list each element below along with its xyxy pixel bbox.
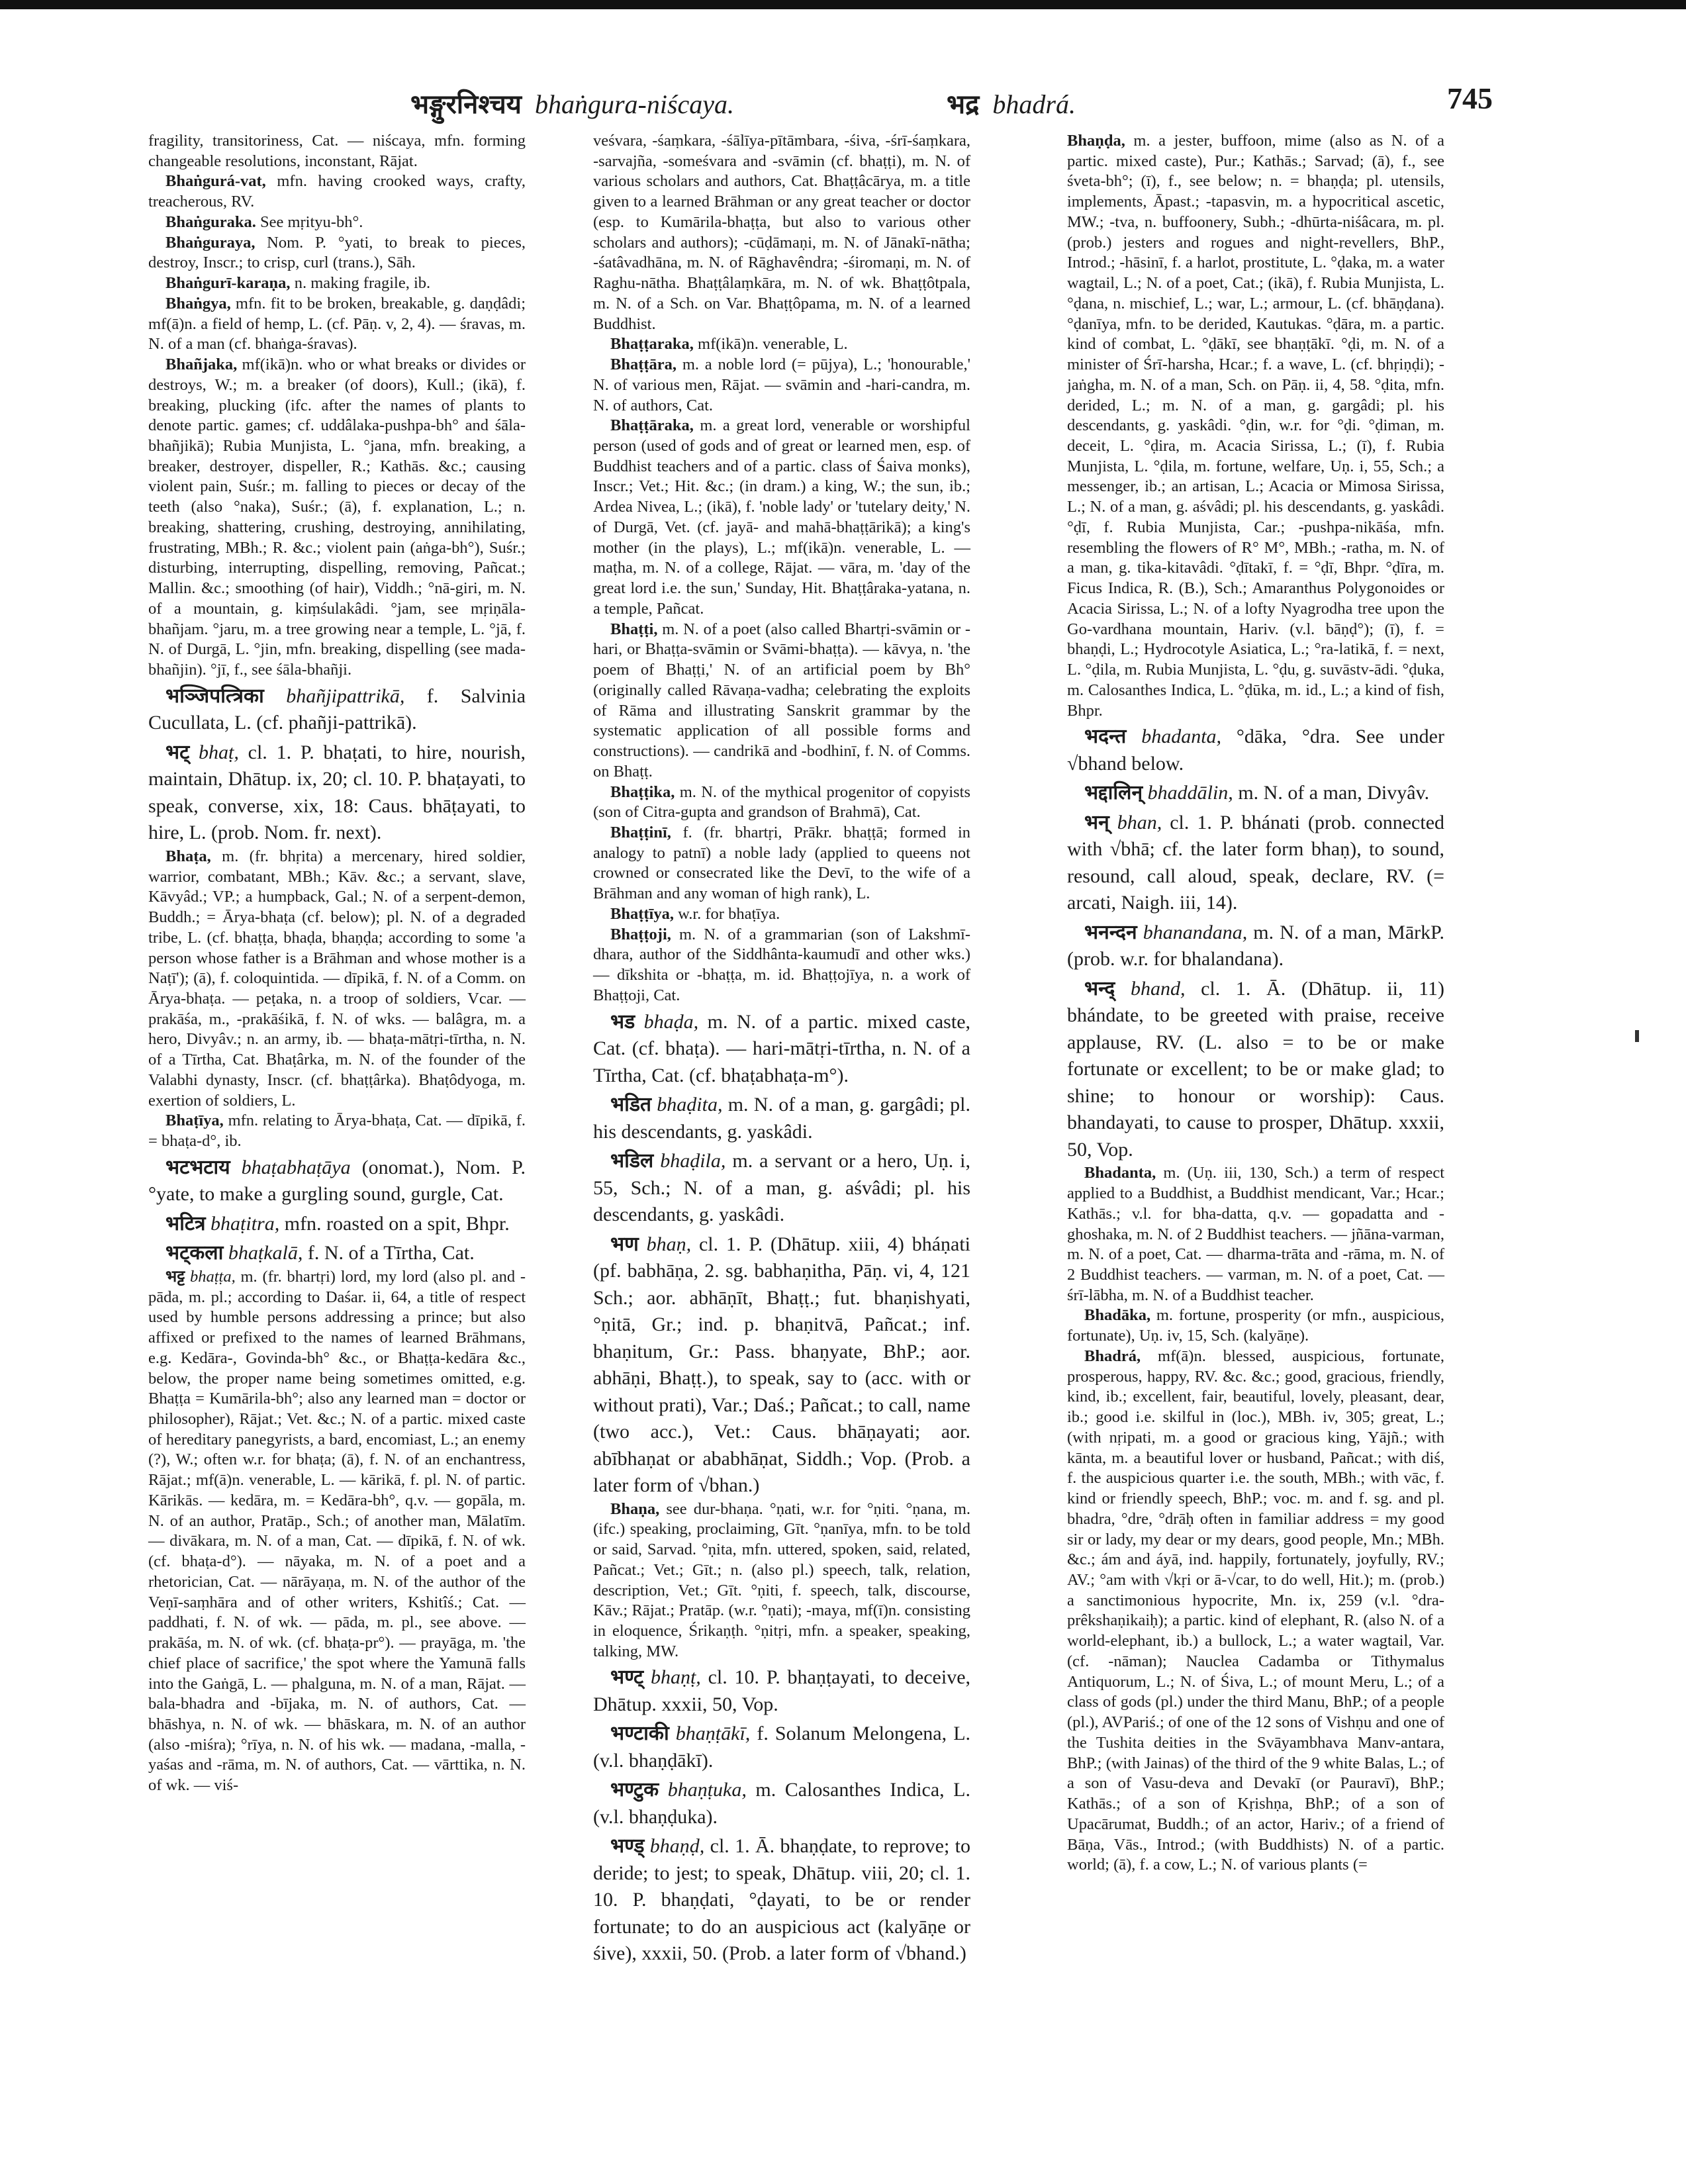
dictionary-entry bbox=[1067, 1163, 1444, 1306]
running-head-left-devanagari: भङ्गुरनिश्चय bbox=[410, 89, 522, 119]
entry-headword: bhaṭṭa, bbox=[189, 1267, 236, 1286]
entry-definition: m. N. of a man, MārkP. (prob. w.r. for bhalandana). bbox=[1067, 921, 1445, 971]
dictionary-entry bbox=[148, 683, 526, 737]
entry-devanagari: भण्टुक bbox=[610, 1779, 659, 1801]
entry-devanagari: भनन्दन bbox=[1084, 921, 1137, 943]
entry-headword: bhaddālin, bbox=[1147, 782, 1233, 804]
entry-definition: m. fortune, prosperity (or mfn., auspicious, fortunate), Uṇ. iv, 15, Sch. (kalyāṇe). bbox=[1067, 1306, 1445, 1345]
dictionary-entry bbox=[593, 1231, 970, 1499]
entry-definition: m. (fr. bhṛita) a mercenary, hired soldier, warrior, combatant, MBh.; Kāv. &c.; a servant, slave, Kāvyâd.; VP.; a humpback, Gal.; N. of a serpent-demon, Buddh.; = Ārya-bhaṭa (cf. below); pl. N. of a degraded tribe, L. (cf. bhaṭṭa, bhaḍa, bhaṇḍa; according to some 'a person whose father is a Brāhman and whose mother is a Naṭī'); (ā), f. coloquintida. — dīpikā, f. N. of a Comm. on Ārya-bhaṭa. — peṭaka, n. a troop of soldiers, Vcar. — prakāśa, m., -prakāśikā, f. N. of wks. — balâgra, m. a hero, Divyâv.; n. an army, ib. — bhaṭa-mātṛi-tīrtha, n. N. of a Tīrtha, Cat. Bhaṭârka, m. N. of the founder of the Valabhi dynasty, Inscr. (cf. bhaṭṭârka). Bhaṭôdyoga, m. exertion of soldiers, L. bbox=[148, 847, 526, 1110]
dictionary-entry bbox=[1067, 1306, 1444, 1346]
entry-headword: Bhaṅgurī-karaṇa, bbox=[165, 274, 291, 293]
entry-devanagari: भट् bbox=[165, 741, 190, 763]
entry-definition: mfn. fit to be broken, breakable, g. daṇḍâdi; mf(ā)n. a field of hemp, L. (cf. Pāṇ. v, 2, 4). — śravas, m. N. of a man (cf. bhaṅga-śravas). bbox=[148, 294, 526, 354]
entry-definition: m. N. of a partic. mixed caste, Cat. (cf. bhaṭa). — hari-mātṛi-tīrtha, n. N. of a Tīrtha, Cat. (cf. bhaṭabhaṭa-m°). bbox=[593, 1010, 971, 1086]
entry-definition: see dur-bhaṇa. °ṇati, w.r. for °ṇiti. °ṇana, m. (ifc.) speaking, proclaiming, Gīt. °ṇanīya, mfn. to be told or said, Sarvad. °ṇita, mfn. uttered, spoken, said, related, Pañcat.; Vet.; Gīt.; n. (also pl.) speech, talk, relation, description, Vet.; Gīt. °ṇiti, f. speech, talk, discourse, Kāv.; Rājat.; Pratāp. (w.r. °ṇati); -maya, mf(ī)n. consisting in eloquence, Śrikaṇṭh. °ṇitṛi, mfn. a speaker, speaking, talking, MW. bbox=[593, 1499, 970, 1660]
entry-devanagari: भद्दालिन् bbox=[1084, 782, 1143, 804]
entry-definition: mf(ikā)n. who or what breaks or divides or destroys, W.; m. a breaker (of doors), Kull.; (ikā), f. breaking, plucking (ifc. after the names of plants to denote partic. games; cf. uddâlaka-pushpa-bh° and śāla-bhañjikā); Rubia Munjista, L. °jana, mfn. breaking, a breaker, destroyer, dispeller, R.; Kathās. &c.; causing violent pain, Suśr.; m. falling to pieces or decay of the teeth (also °naka), Suśr.; (ā), f. explanation, L.; n. breaking, shattering, crushing, destroying, annihilating, frustrating, MBh.; R. &c.; violent pain (aṅga-bh°), Suśr.; disturbing, interrupting, dispelling, removing, Pañcat.; Mallin. &c.; smoothing (of hair), Viddh.; °nā-giri, m. N. of a mountain, g. kiṃśulakâdi. °jam, see mṛiṇāla-bhañjam. °jaru, m. a tree growing near a temple, L. °jā, f. N. of Durgā, L. °jin, mfn. breaking, dispelling (see mada-bhañjin). °jī, f., see śāla-bhañji. bbox=[148, 356, 526, 679]
entry-devanagari: भट्कला bbox=[165, 1242, 224, 1264]
entry-headword: bhaṇṭākī, bbox=[675, 1723, 751, 1745]
dictionary-entry bbox=[148, 171, 526, 212]
entry-definition: cl. 1. Ā. bhaṇḍate, to reprove; to deride; to jest; to speak, Dhātup. viii, 20; cl. 1. 10. P. bhaṇḍati, °ḍayati, to be or render fortunate; to do an auspicious act (kalyāṇe or śive), xxxii, 50. (Prob. a later form of √bhand.) bbox=[593, 1835, 971, 1965]
entry-definition: m. N. of a man, g. gargâdi; pl. his descendants, g. yaskâdi. bbox=[593, 1094, 971, 1143]
entry-definition: m. (fr. bhartṛi) lord, my lord (also pl. and -pāda, m. pl.; according to Daśar. ii, 64, a title of respect used by humble persons addressing a prince; but also affixed or prefixed to the names of learned Brāhmans, e.g. Kedāra-, Govinda-bh° &c., or Bhaṭṭa-kedāra &c., below, the proper name being sometimes omitted, e.g. Bhaṭṭa = Kumārila-bh°; also any learned man = doctor or philosopher), Rājat.; Vet. &c.; N. of a partic. mixed caste of hereditary panegyrists, a bard, encomiast, L.; an enemy (?), W.; often w.r. for bhaṭa; (ā), f. N. of an enchantress, Rājat.; mf(ā)n. venerable, L. — kārikā, f. pl. N. of partic. Kārikās. — kedāra, m. = Kedāra-bh°, q.v. — gopāla, m. N. of an author, Pratāp., Sch.; of another man, Mālatīm. — divākara, m. N. of a man, Cat. — dīpikā, f. N. of wk. (cf. bhaṭa-d°). — nāyaka, m. N. of a poet and a rhetorician, Cat. — nārāyaṇa, m. N. of the author of the Veṇī-saṃhāra and of other writers, Kshitîś.; Cat. — paddhati, f. N. of wk. — pāda, m. pl., see above. — prakāśa, m. N. of wk. (cf. bhaṭa-pr°). — prayāga, m. 'the chief place of sacrifice,' the spot where the Yamunā falls into the Gaṅgā, L. — phalguna, m. N. of a man, Rājat. — bala-bhadra and -bījaka, m. N. of authors, Cat. — bhāshya, n. N. of wk. — bhāskara, m. N. of an author (also -miśra); °rīya, n. N. of his wk. — madana, -malla, -yaśas and -rāma, m. N. of authors, Cat. — vārttika, n. N. of wk. — viś- bbox=[148, 1267, 526, 1795]
entry-definition: m. a great lord, venerable or worshipful person (used of gods and of great or learned men, esp. of Buddhist teachers and of a partic. class of Śaiva monks), Inscr.; Vet.; Hit. &c.; (in dram.) a king, W.; the sun, ib.; Ardea Nivea, L.; (ikā), f. 'noble lady' or 'tutelary deity,' N. of Durgā, Vet. (cf. jayā- and mahā-bhaṭṭārikā); a king's mother (in the plays), L.; mf(ikā)n. venerable, L. — maṭha, m. N. of a college, Rājat. — vāra, m. 'day of the great lord i.e. the sun,' Sunday, Hit. Bhaṭṭâraka-yatana, n. a temple, Pañcat. bbox=[593, 416, 970, 618]
entry-devanagari: भट्ट bbox=[165, 1267, 185, 1286]
dictionary-entry bbox=[148, 847, 526, 1112]
entry-headword: bhan, bbox=[1117, 811, 1162, 833]
entry-devanagari: भड bbox=[610, 1010, 635, 1033]
dictionary-column-2 bbox=[593, 131, 970, 1968]
entry-headword: Bhaṅguraya, bbox=[165, 233, 256, 252]
entry-devanagari: भञ्जिपत्त्रिका bbox=[165, 685, 264, 707]
entry-headword: bhaṭabhaṭāya bbox=[241, 1156, 351, 1178]
entry-devanagari: भडिल bbox=[610, 1150, 654, 1172]
entry-headword: bhaṇḍ, bbox=[649, 1835, 705, 1858]
entry-headword: bhaṭ, bbox=[199, 741, 239, 763]
margin-mark bbox=[1635, 1030, 1639, 1042]
dictionary-entry bbox=[593, 823, 970, 904]
entry-headword: Bhaṅgya, bbox=[165, 294, 231, 312]
entry-definition: n. making fragile, ib. bbox=[294, 274, 431, 293]
entry-headword: bhaṇṭuka, bbox=[667, 1779, 747, 1801]
running-head-center-devanagari: भद्र bbox=[947, 89, 980, 119]
entry-devanagari: भण्ड् bbox=[610, 1835, 645, 1858]
entry-headword: Bhaṭṭinī, bbox=[610, 823, 671, 841]
entry-devanagari: भटभटाय bbox=[165, 1156, 230, 1178]
dictionary-column-1 bbox=[148, 131, 526, 1796]
entry-definition: m. a jester, buffoon, mime (also as N. of a partic. mixed caste), Pur.; Kathās.; Sarvad; (ā), f., see śveta-bh°; (ī), f., see below; n. = bhaṇḍa; pl. utensils, implements, Āpast.; -tapasvin, m. a hypocritical ascetic, MW.; -tva, n. buffoonery, Subh.; -dhūrta-niśâcara, m. pl. (prob.) jesters and rogues and night-revellers, BhP., Introd.; -hāsinī, f. a harlot, prostitute, L. °ḍaka, m. a water wagtail, L.; N. of a poet, Cat.; (ikā), f. Rubia Munjista, L. °ḍana, n. mischief, L.; war, L.; armour, L. (cf. bhāṇḍana). °ḍanīya, mfn. to be derided, Kautukas. °ḍāra, m. a partic. kind of combat, L. °ḍākī, see bhaṇṭākī. °ḍi, m. N. of a minister of Śrī-harsha, Hcar.; f. a wave, L. (cf. bhṛiṇḍi); -jaṅgha, m. N. of a man, Sch. on Pāṇ. ii, 4, 58. °ḍita, mfn. derided, L.; m. N. of a man, g. gargâdi; pl. his descendants, g. yaskâdi. °ḍin, w.r. for °ḍi. °ḍiman, m. deceit, L. °ḍira, m. Acacia Sirissa, L.; (ī), f. Rubia Munjista, L. °ḍila, m. fortune, welfare, Uṇ. i, 55, Sch.; a messenger, ib.; an artisan, L.; Acacia or Mimosa Sirissa, L.; N. of a man, g. aśvâdi; pl. his descendants, g. yaskâdi. °ḍī, f. Rubia Munjista, Car.; -pushpa-nikāśa, mfn. resembling the flowers of R° M°, MBh.; -ratha, m. N. of a man, g. tika-kitavâdi. °ḍītakī, f. = °ḍī, Bhpr. °ḍīra, m. Ficus Indica, R. (B.), Sch.; Amaranthus Polygonoides or Acacia Sirissa, L.; N. of a lofty Nyagrodha tree upon the Go-vardhana mountain, Hariv. (v.l. bāṇḍ°); (ī), f. = bhaṇḍi, L.; Hydrocotyle Asiatica, L.; °ra-latikā, f. = next, L. °ḍila, m. Rubia Munjista, L. °ḍu, g. suvāstv-ādi. °ḍuka, m. Calosanthes Indica, L. °ḍūka, m. id., L.; a kind of fish, Bhpr. bbox=[1067, 132, 1445, 720]
dictionary-entry bbox=[1067, 724, 1444, 777]
entry-headword: bhanandana, bbox=[1143, 921, 1248, 943]
entry-devanagari: भदन्त bbox=[1084, 726, 1127, 748]
entry-headword: bhaṭkalā, bbox=[228, 1242, 303, 1264]
entry-definition: m. Calosanthes Indica, L. (v.l. bhaṇḍuka). bbox=[593, 1779, 970, 1828]
entry-headword: bhañjipattrikā, bbox=[286, 685, 405, 707]
dictionary-entry bbox=[1067, 810, 1444, 917]
dictionary-entry bbox=[593, 925, 970, 1006]
dictionary-entry bbox=[148, 1155, 526, 1208]
entry-devanagari: भण्ट् bbox=[610, 1666, 644, 1689]
dictionary-entry bbox=[1067, 920, 1444, 973]
dictionary-entry bbox=[148, 1267, 526, 1796]
dictionary-entry bbox=[148, 233, 526, 273]
dictionary-entry bbox=[593, 783, 970, 823]
entry-definition: m. N. of a grammarian (son of Lakshmī-dhara, author of the Siddhânta-kaumudī and other wks.) — dīkshita or -bhaṭṭa, m. id. Bhaṭṭojīya, n. a work of Bhaṭṭoji, Cat. bbox=[593, 925, 970, 1004]
entry-definition: cl. 10. P. bhaṇṭayati, to deceive, Dhātup. xxxii, 50, Vop. bbox=[593, 1666, 971, 1715]
dictionary-entry bbox=[593, 416, 970, 619]
dictionary-entry bbox=[148, 1240, 526, 1267]
entry-definition: Nom. P. °yati, to break to pieces, destroy, Inscr.; to crisp, curl (trans.), Sāh. bbox=[148, 233, 526, 272]
entry-headword: bhaṭitra, bbox=[211, 1212, 280, 1235]
entry-headword: Bhaṭṭoji, bbox=[610, 925, 671, 943]
entry-headword: Bhaṭṭāraka, bbox=[610, 416, 694, 435]
entry-devanagari: भण्टाकी bbox=[610, 1723, 669, 1745]
entry-definition: (onomat.), Nom. P. °yate, to make a gurgling sound, gurgle, Cat. bbox=[148, 1156, 526, 1206]
entry-definition: mfn. having crooked ways, crafty, treacherous, RV. bbox=[148, 172, 526, 211]
entry-definition: f. N. of a Tīrtha, Cat. bbox=[307, 1242, 475, 1264]
entry-headword: Bhaṭṭika, bbox=[610, 783, 675, 801]
dictionary-entry bbox=[148, 1211, 526, 1238]
entry-headword: Bhaṭṭīya, bbox=[610, 904, 674, 923]
entry-headword: Bhaṇa, bbox=[610, 1499, 660, 1518]
dictionary-entry bbox=[593, 904, 970, 925]
entry-headword: bhaḍa, bbox=[643, 1010, 699, 1033]
entry-definition: w.r. for bhaṭīya. bbox=[678, 904, 780, 923]
entry-devanagari: भडित bbox=[610, 1094, 652, 1116]
entry-headword: Bhañjaka, bbox=[165, 356, 238, 374]
entry-definition: f. Solanum Melongena, L. (v.l. bhaṇḍākī). bbox=[593, 1723, 971, 1772]
dictionary-entry bbox=[593, 1148, 970, 1229]
entry-devanagari: भन्द् bbox=[1084, 977, 1115, 1000]
entry-definition: fragility, transitoriness, Cat. — niścaya, mfn. forming changeable resolutions, inconstant, Rājat. bbox=[148, 132, 526, 170]
page-number: 745 bbox=[1447, 81, 1493, 115]
dictionary-entry bbox=[148, 273, 526, 294]
dictionary-entry bbox=[148, 294, 526, 355]
entry-definition: cl. 1. P. (Dhātup. xiii, 4) bháṇati (pf. babhāṇa, 2. sg. babhaṇitha, Pāṇ. vi, 4, 121 Sch.; aor. abhāṇīt, Bhaṭṭ.; fut. bhaṇishyati, °ṇitā, Gr.; ind. p. bhaṇitvā, Pañcat.; inf. bhaṇitum, Gr.: Pass. bhaṇyate, BhP.; aor. abhāṇi, Bhaṭṭ.), to speak, say to (acc. with or without prati), Var.; Daś.; Pañcat.; to call, name (two acc.), Vet.: Caus. bhāṇayati; aor. abībhaṇat or ababhāṇat, Siddh.; Vop. (Prob. a later form of √bhan.) bbox=[593, 1233, 970, 1497]
entry-headword: Bhaṇḍa, bbox=[1067, 132, 1125, 150]
entry-devanagari: भन् bbox=[1084, 811, 1109, 833]
entry-definition: m. a servant or a hero, Uṇ. i, 55, Sch.; N. of a man, g. aśvâdi; pl. his descendants, g. yaskâdi. bbox=[593, 1150, 970, 1226]
entry-definition: m. (Uṇ. iii, 130, Sch.) a term of respect applied to a Buddhist, a Buddhist mendicant, Var.; Hcar.; Kathās.; v.l. for bha-datta, q.v. — gopadatta and -ghoshaka, m. N. of 2 Buddhist teachers. — jñāna-varman, m. N. of a poet, Cat. — dharma-trāta and -rāma, m. N. of 2 Buddhist teachers. — varman, m. N. of a poet, Cat. — śrī-lābha, m. N. of a Buddhist teacher. bbox=[1067, 1164, 1445, 1304]
entry-definition: cl. 1. P. bhánati (prob. connected with √bhā; cf. the later form bhaṇ), to sound, resound, call aloud, speak, declare, RV. (= arcati, Naigh. iii, 14). bbox=[1067, 811, 1445, 914]
top-border-rule bbox=[0, 0, 1686, 9]
dictionary-entry bbox=[1067, 1347, 1444, 1875]
dictionary-entry bbox=[593, 1664, 970, 1718]
entry-definition: cl. 1. Ā. (Dhātup. ii, 11) bhándate, to be greeted with praise, receive applause, RV. (L. also = to be or make fortunate or excellent; to be or make glad; to shine; to honour or worship): Caus. bhandayati, to cause to prosper, Dhātup. xxxii, 50, Vop. bbox=[1067, 977, 1445, 1161]
entry-headword: bhaḍita, bbox=[657, 1094, 723, 1116]
dictionary-entry bbox=[1067, 131, 1444, 721]
entry-headword: bhand, bbox=[1130, 977, 1186, 1000]
entry-definition: m. N. of a poet (also called Bhartṛi-svāmin or -hari, or Bhaṭṭa-svāmin or Svāmi-bhaṭṭa). — kāvya, n. 'the poem of Bhaṭṭi,' N. of an artificial poem by Bh° (originally called Rāvaṇa-vadha; celebrating the exploits of Rāma and illustrating Sanskrit grammar by the systematic application of all possible forms and constructions). — candrikā and -bodhinī, f. N. of Comms. on Bhaṭṭ. bbox=[593, 620, 970, 781]
entry-definition: f. (fr. bhartṛi, Prākr. bhaṭṭā; formed in analogy to patnī) a noble lady (applied to queens not crowned or consecrated like the Devī, to the wife of a Brāhman and any woman of high rank), L. bbox=[593, 823, 970, 903]
dictionary-entry bbox=[593, 1777, 970, 1830]
dictionary-entry bbox=[148, 355, 526, 681]
entry-definition: f. Salvinia Cucullata, L. (cf. phañji-pattrikā). bbox=[148, 685, 526, 734]
entry-headword: bhaṇṭ, bbox=[650, 1666, 701, 1689]
entry-headword: Bhadāka, bbox=[1084, 1306, 1151, 1325]
dictionary-entry bbox=[1067, 976, 1444, 1164]
entry-definition: °dāka, °dra. See under √bhand below. bbox=[1067, 726, 1444, 775]
dictionary-entry bbox=[593, 131, 970, 334]
entry-definition: veśvara, -śaṃkara, -śālīya-pītāmbara, -śiva, -śrī-śaṃkara, -sarvajña, -someśvara and -svāmin (cf. bhaṭṭi), m. N. of various scholars and authors, Cat. Bhaṭṭâcārya, m. a title given to a learned Brāhman or any great teacher or doctor (esp. to Kumārila-bhaṭṭa, but also to various other scholars and authors); -cūḍāmaṇi, m. N. of Jānakī-nātha; -śatâvadhāna, m. N. of Rāghavêndra; -śiromaṇi, m. N. of Raghu-nātha. Bhaṭṭâlaṃkāra, m. N. of wk. Bhaṭṭôtpala, m. N. of a Sch. on Var. Bhaṭṭôpama, m. N. of a learned Buddhist. bbox=[593, 132, 970, 333]
dictionary-entry bbox=[148, 131, 526, 171]
entry-definition: mf(ikā)n. venerable, L. bbox=[698, 335, 848, 354]
dictionary-entry bbox=[593, 355, 970, 416]
entry-definition: cl. 1. P. bhaṭati, to hire, nourish, maintain, Dhātup. ix, 20; cl. 10. P. bhaṭayati, to speak, converse, xix, 18: Caus. bhāṭayati, to hire, L. (prob. Nom. fr. next). bbox=[148, 741, 526, 844]
dictionary-entry bbox=[148, 213, 526, 233]
entry-headword: Bhaṅguraka. bbox=[165, 213, 256, 231]
running-head-left-translit: bhaṅgura-niścaya. bbox=[534, 89, 735, 119]
dictionary-entry bbox=[593, 1721, 970, 1774]
entry-headword: Bhaṭa, bbox=[165, 847, 211, 865]
dictionary-entry bbox=[148, 1111, 526, 1151]
dictionary-column-3 bbox=[1067, 131, 1444, 1875]
entry-headword: Bhaṭṭāra, bbox=[610, 356, 677, 374]
entry-definition: mfn. roasted on a spit, Bhpr. bbox=[284, 1212, 510, 1235]
dictionary-entry bbox=[593, 620, 970, 783]
dictionary-entry bbox=[593, 334, 970, 355]
dictionary-entry bbox=[593, 1009, 970, 1090]
entry-definition: m. a noble lord (= pūjya), L.; 'honourable,' N. of various men, Rājat. — svāmin and -hari-candra, m. N. of authors, Cat. bbox=[593, 356, 970, 414]
entry-definition: m. N. of the mythical progenitor of copyists (son of Citra-gupta and grandson of Brahmā), Cat. bbox=[593, 783, 971, 822]
entry-headword: bhaḍila, bbox=[660, 1150, 726, 1172]
running-head-left bbox=[410, 85, 734, 121]
dictionary-entry bbox=[593, 1499, 970, 1662]
entry-definition: mf(ā)n. blessed, auspicious, fortunate, prosperous, happy, RV. &c. &c.; good, gracious, friendly, kind, ib.; excellent, fair, beautiful, lovely, pleasant, dear, ib.; good i.e. skilful in (loc.), MBh. iv, 305; great, L.; (with nṛipati, m. a good or gracious king, Yājñ.; with kānta, m. a beautiful lover or husband, Pañcat.; with diś, f. the auspicious quarter i.e. the south, MBh.; with vāc, f. kind or friendly speech, BhP.; voc. m. and f. sg. and pl. bhadra, °dre, °drāḥ often in familiar address = my good sir or lady, my dear or my dears, good people, Mn.; MBh. &c.; ám and áyā, ind. happily, fortunately, joyfully, RV.; AV.; °am with √kṛi or ā-√car, to do well, Hit.); m. (prob.) a sanctimonious hypocrite, Mn. ix, 259 (v.l. °dra-prêkshaṇikaiḥ); a partic. kind of elephant, R. (also N. of a world-elephant, ib.) a bullock, L.; a water wagtail, Var. (cf. -nāman); Nauclea Cadamba or Tithymalus Antiquorum, L.; N. of Śiva, L.; of mount Meru, L.; of a class of gods (pl.) under the third Manu, BhP.; of a people (pl.), AVPariś.; of one of the 12 sons of Vishṇu and one of the Tushita deities in the Svāyambhava Manv-antara, BhP.; (with Jainas) of the third of the 9 white Balas, L.; of a son of Vasu-deva and Devakī (or Pauravī), BhP.; Kathās.; of a son of Kṛishṇa, BhP.; of a son of Upacārumat, Buddh.; of an actor, Hariv.; of a friend of Bāṇa, Vās., Introd.; (with Buddhists) N. of a partic. world; (ā), f. a cow, L.; N. of various plants (= bbox=[1067, 1347, 1444, 1874]
entry-devanagari: भण bbox=[610, 1233, 639, 1255]
dictionary-entry bbox=[593, 1092, 970, 1145]
entry-headword: Bhadanta, bbox=[1084, 1164, 1156, 1182]
running-head-center-translit: bhadrá. bbox=[992, 89, 1076, 119]
entry-headword: Bhaṅgurá-vat, bbox=[165, 172, 266, 191]
dictionary-entry bbox=[1067, 780, 1444, 807]
entry-headword: Bhaṭīya, bbox=[165, 1112, 224, 1130]
entry-headword: bhaṇ, bbox=[646, 1233, 692, 1255]
entry-headword: Bhaṭṭaraka, bbox=[610, 335, 694, 354]
entry-definition: See mṛityu-bh°. bbox=[259, 213, 363, 231]
running-head-center bbox=[947, 85, 1076, 121]
entry-headword: bhadanta, bbox=[1141, 726, 1222, 748]
dictionary-entry bbox=[148, 739, 526, 847]
entry-devanagari: भटित्र bbox=[165, 1212, 206, 1235]
dictionary-entry bbox=[593, 1833, 970, 1968]
entry-definition: m. N. of a man, Divyâv. bbox=[1238, 782, 1430, 804]
entry-headword: Bhaṭṭi, bbox=[610, 620, 658, 638]
entry-headword: Bhadrá, bbox=[1084, 1347, 1141, 1365]
entry-definition: mfn. relating to Ārya-bhaṭa, Cat. — dīpikā, f. = bhaṭa-d°, ib. bbox=[148, 1112, 526, 1151]
